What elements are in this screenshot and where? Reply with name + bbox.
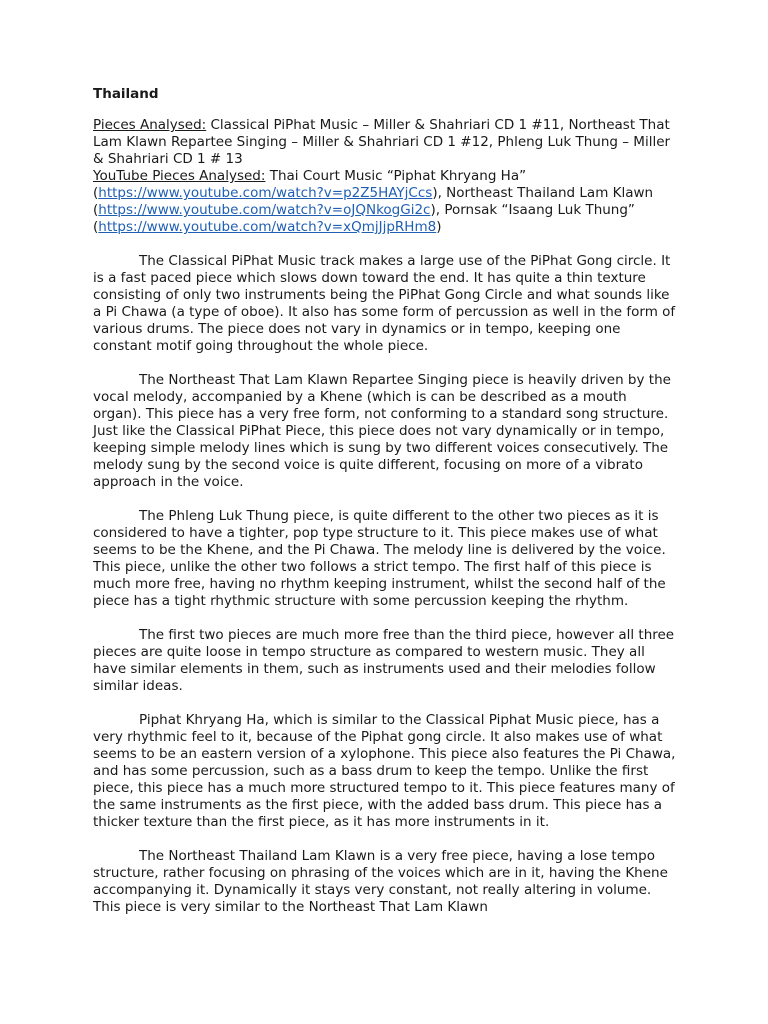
paragraph-phleng-luk-thung: The Phleng Luk Thung piece, is quite different to the other two pieces as it is considered to have a tighter, pop type structure to it. This piece makes use of what seems to be the Khene, and the Pi Chawa. The melody line is delivered by the voice. This piece, unlike the other two follows a strict tempo. The first half of this piece is much more free, having no rhythm keeping instrument, whilst the second half of the piece has a tight rhythmic structure with some percussion keeping the rhythm. [93,508,666,609]
pieces-analysed-label: Pieces Analysed: [93,117,207,133]
youtube-link-isaang[interactable]: https://www.youtube.com/watch?v=xQmjJjpRHm8 [98,219,437,235]
paragraph-lam-klawn-repartee: The Northeast That Lam Klawn Repartee Singing piece is heavily driven by the vocal melody, accompanied by a Khene (which is can be described as a mouth organ). This piece has a very free form, not conforming to a standard song structure. Just like the Classical PiPhat Piece, this piece does not vary dynamically or in tempo, keeping simple melody lines which is sung by two different voices consecutively. The melody sung by the second voice is quite different, focusing on more of a vibrato approach in the voice. [93,372,671,490]
paragraph-piphat-khryang-ha: Piphat Khryang Ha, which is similar to the Classical Piphat Music piece, has a very rhythmic feel to it, because of the Piphat gong circle. It also makes use of what seems to be an eastern version of a xylophone. This piece also features the Pi Chawa, and has some percussion, such as a bass drum to keep the tempo. Unlike the first piece, this piece has a much more structured tempo to it. This piece features many of the same instruments as the first piece, with the added bass drum. This piece has a thicker texture than the first piece, as it has more instruments in it. [93,712,676,830]
youtube-link-piphat[interactable]: https://www.youtube.com/watch?v=p2Z5HAYjCcs [98,185,433,201]
youtube-text-1: Thai Court Music “Piphat Khryang Ha” ( [93,168,527,201]
paragraph-comparison: The first two pieces are much more free than the third piece, however all three pieces are quite loose in tempo structure as compared to western music. They all have similar elements in them, such as instruments used and their melodies follow similar ideas. [93,627,675,694]
paragraph-northeast-lam-klawn: The Northeast Thailand Lam Klawn is a very free piece, having a lose tempo structure, rather focusing on phrasing of the voices which are in it, having the Khene accompanying it. Dynamically it stays very constant, not really altering in volume. This piece is very similar to the Northeast That Lam Klawn [93,848,668,915]
youtube-pieces-label: YouTube Pieces Analysed: [93,168,266,184]
youtube-text-2: ), Northeast Thailand Lam Klawn ( [93,185,654,218]
youtube-link-lam-klawn[interactable]: https://www.youtube.com/watch?v=oJQNkogGi2c [98,202,431,218]
paragraph-classical-piphat: The Classical PiPhat Music track makes a large use of the PiPhat Gong circle. It is a fast paced piece which slows down toward the end. It has quite a thin texture consisting of only two instruments being the PiPhat Gong Circle and what sounds like a Pi Chawa (a type of oboe). It also has some form of percussion as well in the form of various drums. The piece does not vary in dynamics or in tempo, keeping one constant motif going throughout the whole piece. [93,253,676,354]
pieces-analysed-text: Classical PiPhat Music – Miller & Shahriari CD 1 #11, Northeast That Lam Klawn Repartee Singing – Miller & Shahriari CD 1 #12, Phleng Luk Thung – Miller & Shahriari CD 1 # 13 [93,117,671,167]
youtube-pieces-analysed [93,168,676,236]
document-title: Thailand [93,86,159,102]
pieces-analysed [93,117,676,168]
youtube-text-3: ), Pornsak “Isaang Luk Thung” ( [93,202,635,235]
youtube-text-4: ) [436,219,442,235]
